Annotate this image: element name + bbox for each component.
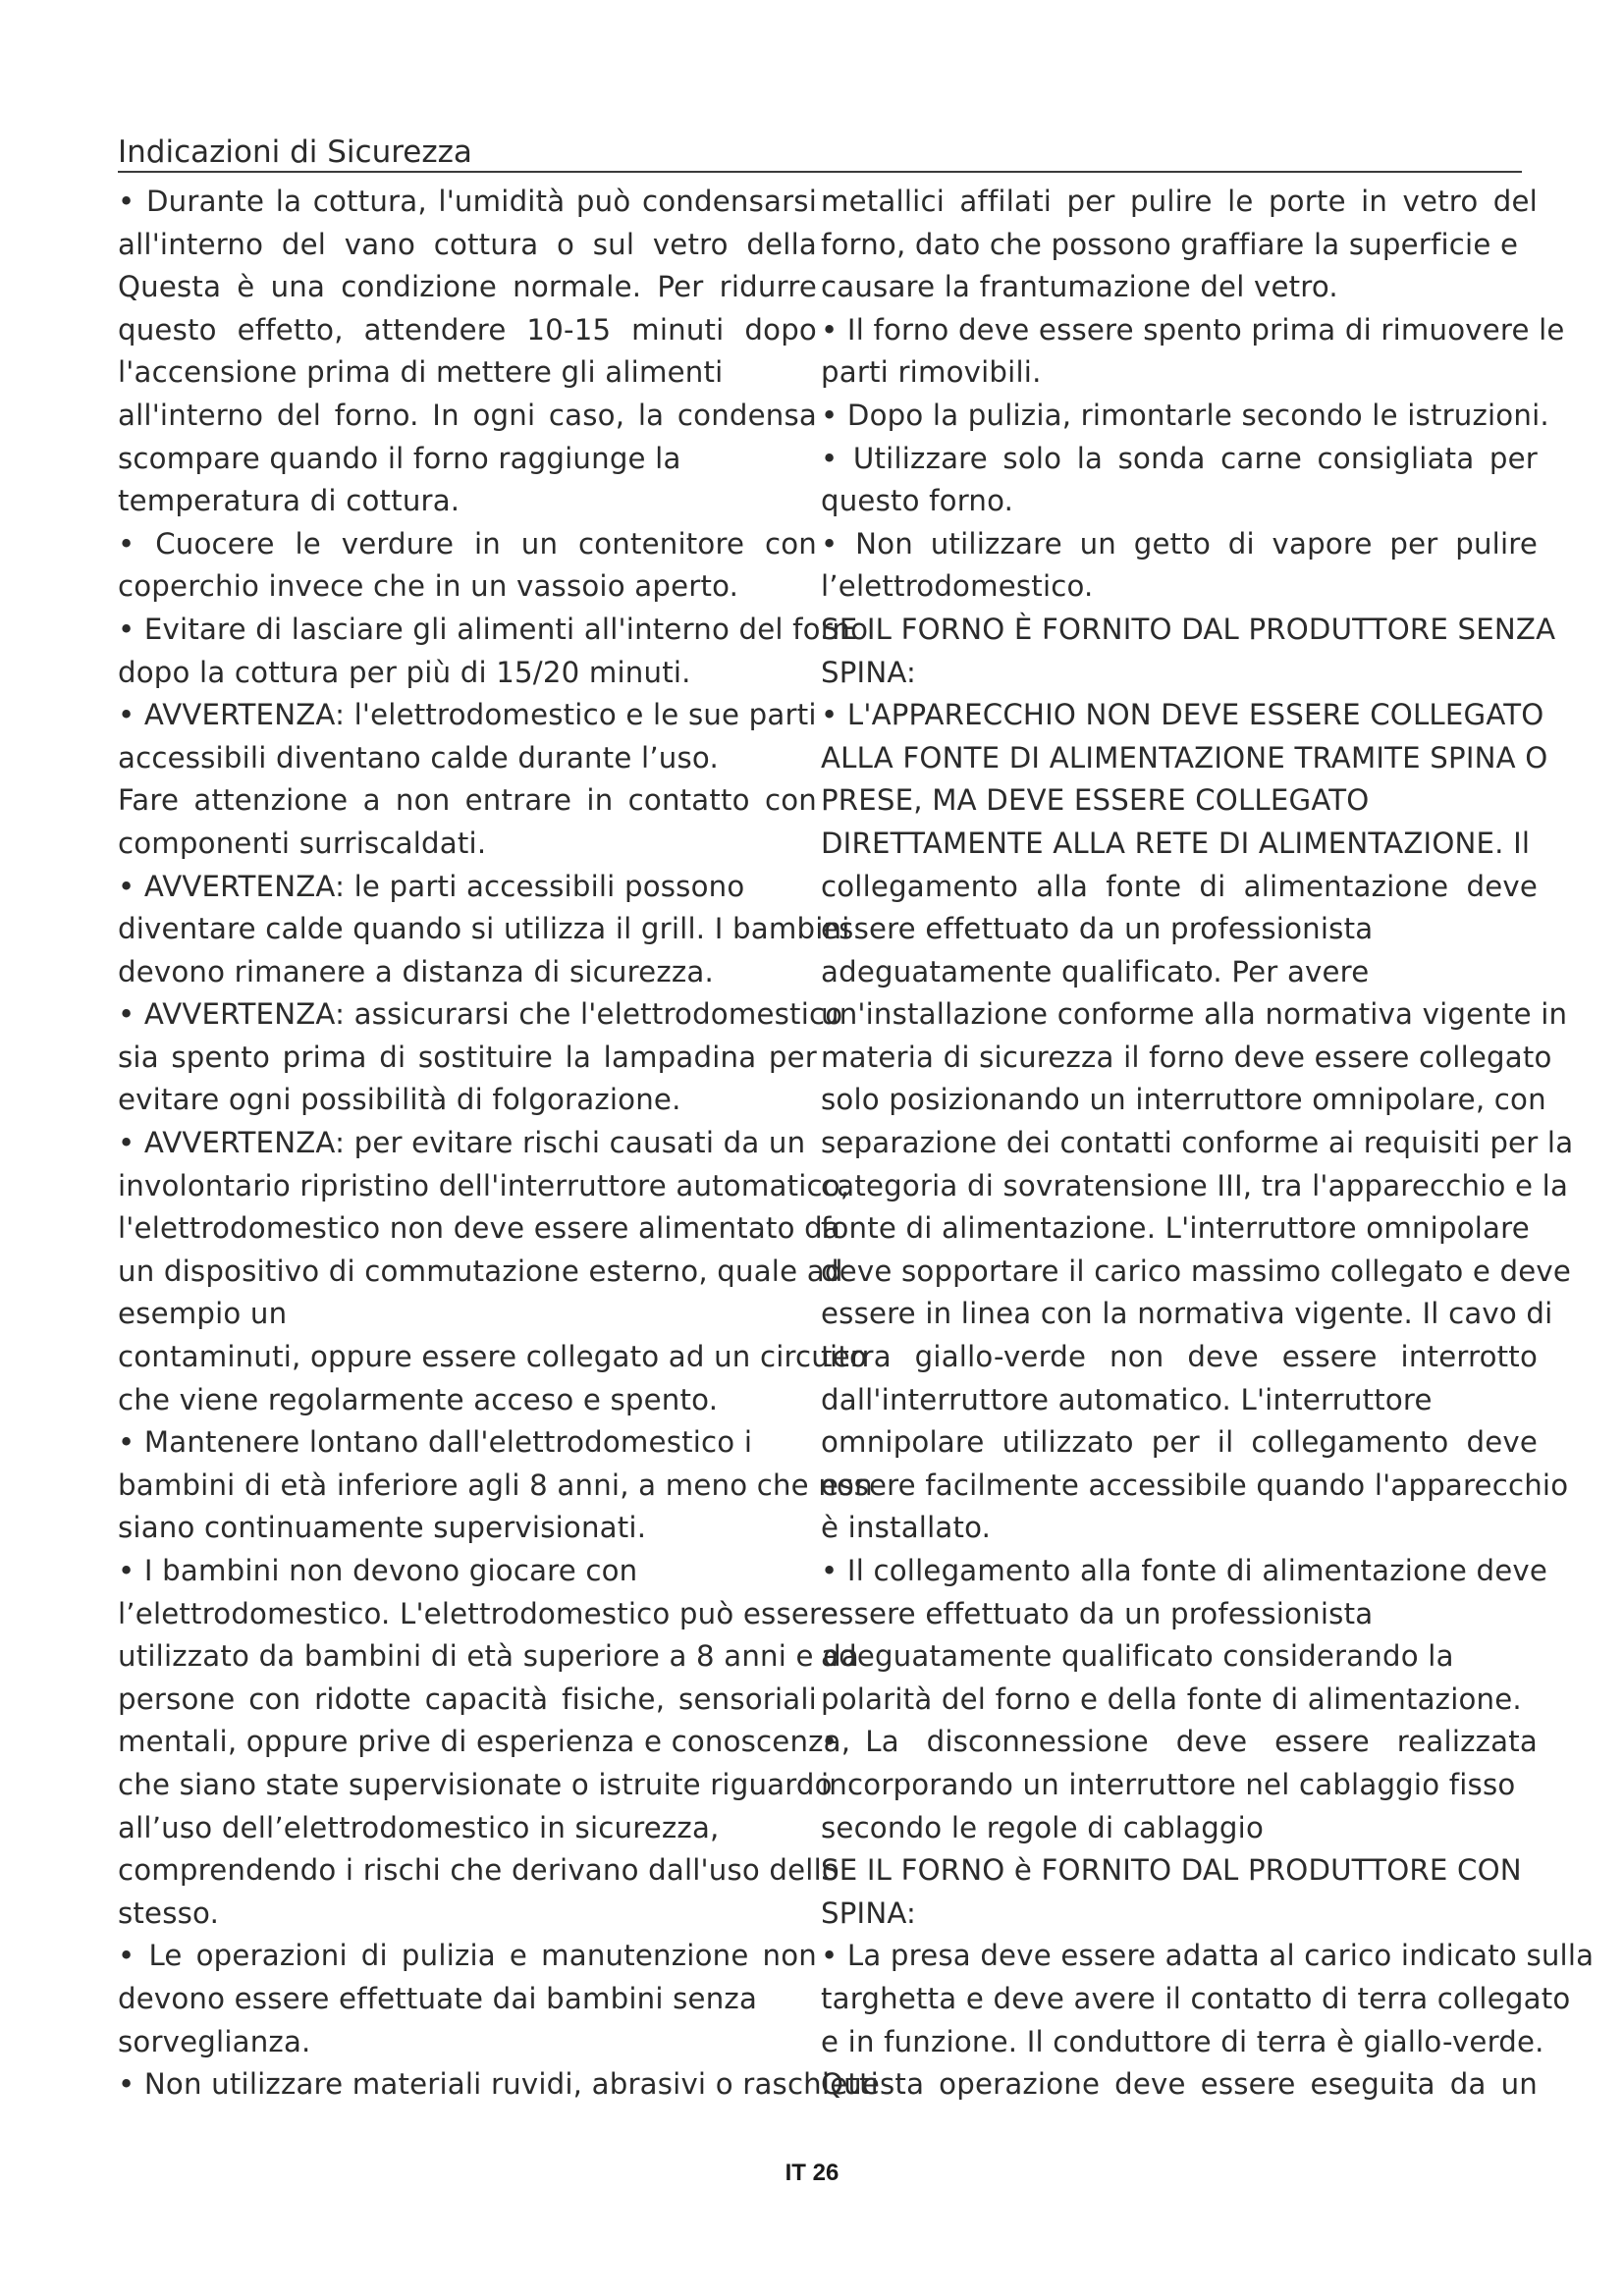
text-line: forno, dato che possono graffiare la superficie e xyxy=(821,227,1519,261)
text-line: • Evitare di lasciare gli alimenti all'interno del forno xyxy=(118,612,869,646)
text-line: esempio un xyxy=(118,1297,288,1331)
text-line: componenti surriscaldati. xyxy=(118,826,487,860)
text-line: materia di sicurezza il forno deve essere collegato xyxy=(821,1040,1552,1074)
text-line: omnipolare utilizzato per il collegamento deve xyxy=(821,1425,1538,1460)
text-line: SE IL FORNO è FORNITO DAL PRODUTTORE CON xyxy=(821,1853,1522,1888)
text-line: devono essere effettuate dai bambini senza xyxy=(118,1981,758,2015)
text-line: secondo le regole di cablaggio xyxy=(821,1810,1265,1844)
text-line: SPINA: xyxy=(821,655,917,689)
text-line: • Le operazioni di pulizia e manutenzione non xyxy=(118,1939,817,1973)
text-line: che viene regolarmente acceso e spento. xyxy=(118,1382,719,1416)
text-line: sorveglianza. xyxy=(118,2024,311,2058)
text-line: dopo la cottura per più di 15/20 minuti. xyxy=(118,655,691,689)
text-line: devono rimanere a distanza di sicurezza. xyxy=(118,954,714,988)
text-line: all'interno del forno. In ogni caso, la condensa xyxy=(118,398,817,432)
text-line: un'installazione conforme alla normativa vigente in xyxy=(821,997,1568,1032)
text-line: • AVVERTENZA: assicurarsi che l'elettrodomestico xyxy=(118,997,843,1032)
text-line: terra giallo-verde non deve essere interrotto xyxy=(821,1340,1538,1374)
text-line: incorporando un interruttore nel cablaggio fisso xyxy=(821,1767,1516,1801)
text-line: ALLA FONTE DI ALIMENTAZIONE TRAMITE SPINA O xyxy=(821,740,1548,774)
text-line: parti rimovibili. xyxy=(821,355,1042,390)
text-line: diventare calde quando si utilizza il grill. I bambini xyxy=(118,912,850,946)
text-line: Questa operazione deve essere eseguita da un xyxy=(821,2067,1538,2102)
text-line: coperchio invece che in un vassoio aperto. xyxy=(118,569,739,604)
text-line: contaminuti, oppure essere collegato ad un circuito xyxy=(118,1340,868,1374)
text-line: DIRETTAMENTE ALLA RETE DI ALIMENTAZIONE. Il xyxy=(821,826,1531,860)
text-line: Questa è una condizione normale. Per ridurre xyxy=(118,270,817,304)
text-line: essere effettuato da un professionista xyxy=(821,912,1374,946)
text-line: PRESE, MA DEVE ESSERE COLLEGATO xyxy=(821,783,1370,818)
text-line: • Non utilizzare un getto di vapore per pulire xyxy=(821,526,1538,561)
text-line: • Dopo la pulizia, rimontarle secondo le istruzioni. xyxy=(821,398,1549,432)
text-line: • Il collegamento alla fonte di alimentazione deve xyxy=(821,1554,1548,1587)
text-line: categoria di sovratensione III, tra l'apparecchio e la xyxy=(821,1168,1569,1202)
text-line: l’elettrodomestico. xyxy=(821,569,1094,604)
text-line: adeguatamente qualificato. Per avere xyxy=(821,954,1370,988)
text-line: metallici affilati per pulire le porte in vetro del xyxy=(821,185,1538,218)
text-line: • Durante la cottura, l'umidità può condensarsi xyxy=(118,185,817,218)
text-line: siano continuamente supervisionati. xyxy=(118,1511,647,1545)
text-line: è installato. xyxy=(821,1511,992,1545)
text-line: l’elettrodomestico. L'elettrodomestico può essere xyxy=(118,1596,839,1630)
text-line: targhetta e deve avere il contatto di terra collegato xyxy=(821,1981,1571,2015)
text-line: e in funzione. Il conduttore di terra è giallo-verde. xyxy=(821,2024,1544,2058)
text-line: fonte di alimentazione. L'interruttore omnipolare xyxy=(821,1211,1530,1246)
text-line: Fare attenzione a non entrare in contatto con xyxy=(118,783,817,818)
text-line: comprendendo i rischi che derivano dall'uso dello xyxy=(118,1853,839,1888)
text-line: questo effetto, attendere 10-15 minuti dopo xyxy=(118,312,817,347)
text-line: bambini di età inferiore agli 8 anni, a meno che non xyxy=(118,1468,873,1502)
text-line: l'accensione prima di mettere gli alimenti xyxy=(118,355,724,390)
text-line: • Utilizzare solo la sonda carne consigliata per xyxy=(821,441,1538,475)
text-line: • AVVERTENZA: l'elettrodomestico e le sue parti xyxy=(118,698,817,732)
right-column xyxy=(821,181,1595,2107)
text-line: deve sopportare il carico massimo collegato e deve xyxy=(821,1254,1572,1288)
text-line: • Mantenere lontano dall'elettrodomestico i xyxy=(118,1425,753,1460)
text-line: all’uso dell’elettrodomestico in sicurezza, xyxy=(118,1810,720,1844)
page-number: IT 26 xyxy=(785,2160,839,2186)
text-line: • I bambini non devono giocare con xyxy=(118,1554,638,1587)
text-line: questo forno. xyxy=(821,484,1014,518)
text-line: adeguatamente qualificato considerando la xyxy=(821,1639,1454,1674)
text-line: SPINA: xyxy=(821,1896,917,1930)
text-line: SE IL FORNO È FORNITO DAL PRODUTTORE SENZA xyxy=(821,612,1556,646)
text-line: separazione dei contatti conforme ai requisiti per la xyxy=(821,1126,1574,1160)
text-line: mentali, oppure prive di esperienza e conoscenza, xyxy=(118,1725,851,1759)
text-line: essere in linea con la normativa vigente. Il cavo di xyxy=(821,1297,1553,1331)
text-line: • Il forno deve essere spento prima di rimuovere le xyxy=(821,312,1565,347)
text-line: • L'APPARECCHIO NON DEVE ESSERE COLLEGATO xyxy=(821,698,1544,732)
text-line: stesso. xyxy=(118,1896,220,1930)
text-line: collegamento alla fonte di alimentazione deve xyxy=(821,869,1538,903)
text-line: solo posizionando un interruttore omnipolare, con xyxy=(821,1083,1546,1117)
text-line: • AVVERTENZA: le parti accessibili possono xyxy=(118,869,745,903)
page-title: Indicazioni di Sicurezza xyxy=(118,134,472,170)
text-line: polarità del forno e della fonte di alimentazione. xyxy=(821,1682,1522,1716)
text-line: essere facilmente accessibile quando l'apparecchio xyxy=(821,1468,1569,1502)
text-line: che siano state supervisionate o istruite riguardo xyxy=(118,1767,833,1801)
page-header xyxy=(118,132,1522,173)
text-line: sia spento prima di sostituire la lampadina per xyxy=(118,1040,817,1074)
text-line: causare la frantumazione del vetro. xyxy=(821,270,1338,304)
text-line: • Non utilizzare materiali ruvidi, abrasivi o raschietti xyxy=(118,2067,879,2102)
text-line: involontario ripristino dell'interruttore automatico, xyxy=(118,1168,850,1202)
text-line: dall'interruttore automatico. L'interruttore xyxy=(821,1382,1433,1416)
text-line: persone con ridotte capacità fisiche, sensoriali xyxy=(118,1682,817,1716)
text-line: • La presa deve essere adatta al carico indicato sulla xyxy=(821,1939,1595,1973)
text-line: temperatura di cottura. xyxy=(118,484,460,518)
text-line: all'interno del vano cottura o sul vetro della xyxy=(118,227,817,261)
text-line: • La disconnessione deve essere realizzata xyxy=(821,1725,1538,1759)
text-line: utilizzato da bambini di età superiore a 8 anni e da xyxy=(118,1639,859,1674)
text-line: evitare ogni possibilità di folgorazione. xyxy=(118,1083,681,1117)
text-line: un dispositivo di commutazione esterno, quale ad xyxy=(118,1254,843,1288)
text-line: l'elettrodomestico non deve essere alimentato da xyxy=(118,1211,840,1246)
text-line: accessibili diventano calde durante l’uso. xyxy=(118,740,719,774)
text-line: essere effettuato da un professionista xyxy=(821,1596,1374,1630)
text-line: • AVVERTENZA: per evitare rischi causati da un xyxy=(118,1126,806,1160)
text-line: • Cuocere le verdure in un contenitore con xyxy=(118,526,817,561)
text-line: scompare quando il forno raggiunge la xyxy=(118,441,681,475)
